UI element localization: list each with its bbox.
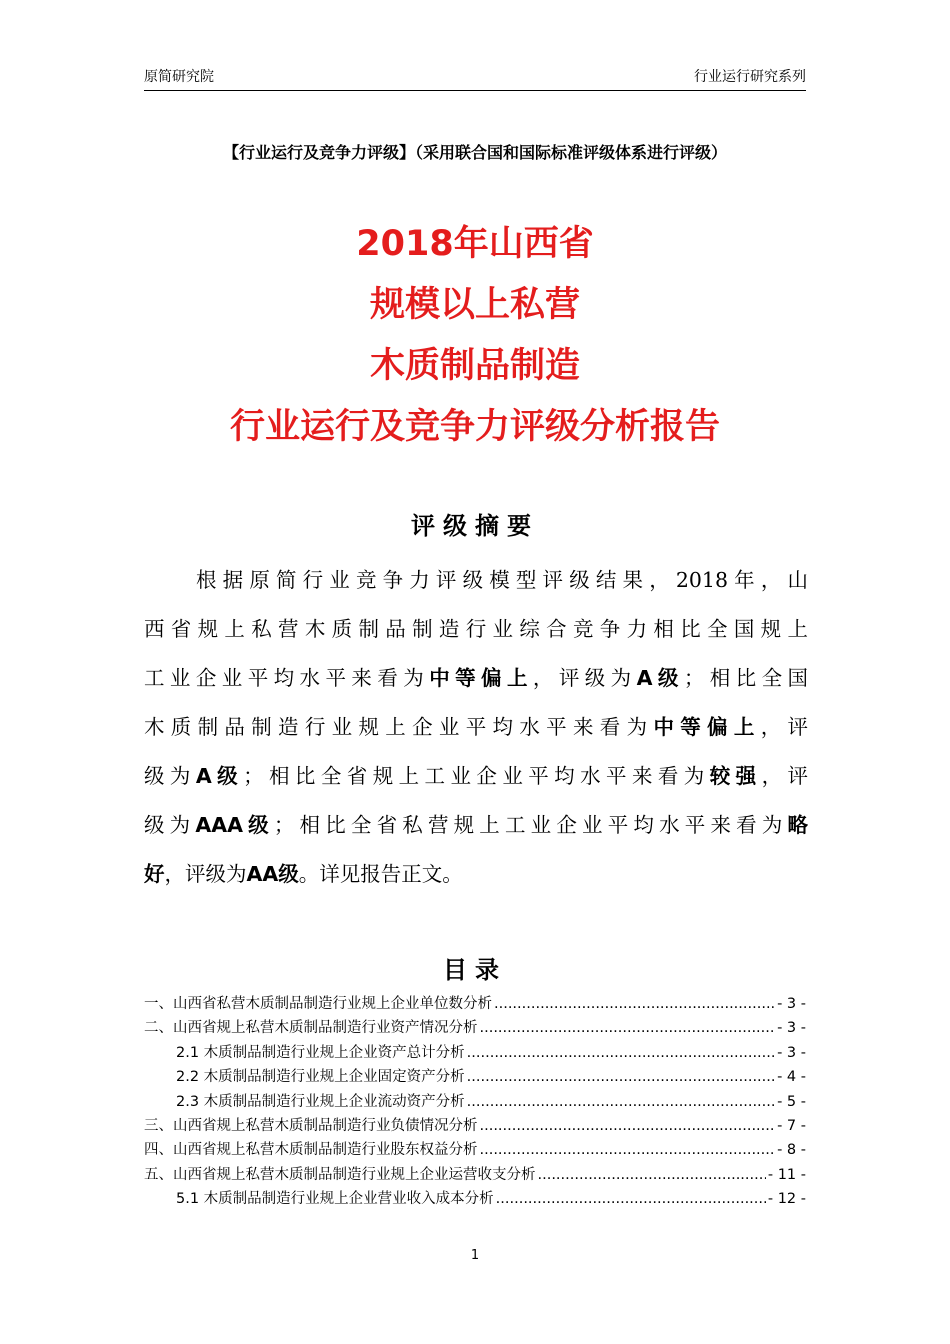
- summary-text: ；相比全省私营规上工业企业平均水平来看为: [273, 813, 788, 837]
- toc-entry[interactable]: [144, 1114, 806, 1138]
- summary-text: ，评: [760, 715, 808, 739]
- summary-body: [144, 556, 808, 899]
- toc-entry-page: - 7 -: [777, 1117, 806, 1134]
- toc-entry-page: - 4 -: [777, 1069, 806, 1086]
- toc-entry[interactable]: [144, 1187, 806, 1211]
- toc-entry[interactable]: [144, 992, 806, 1016]
- toc-entry-title: 四、山西省规上私营木质制品制造行业股东权益分析: [144, 1142, 478, 1159]
- header-divider: [144, 90, 806, 91]
- summary-text: 工业企业平均水平来看为: [144, 666, 430, 690]
- rating-emphasis: A级: [195, 764, 244, 788]
- summary-heading: 评级摘要: [411, 512, 539, 540]
- rating-emphasis: A级: [636, 666, 684, 690]
- summary-text: 。详见报告正文。: [298, 862, 463, 886]
- summary-text: ，评级为: [164, 862, 247, 886]
- rating-emphasis: AA级: [246, 862, 299, 886]
- toc-entry-page: - 12 -: [767, 1191, 806, 1208]
- header-org-name: 原简研究院: [144, 69, 214, 85]
- summary-text: ；相比全省规上工业企业平均水平来看为: [243, 764, 710, 788]
- report-title: [100, 214, 850, 458]
- toc-entry-title: 5.1 木质制品制造行业规上企业营业收入成本分析: [176, 1191, 494, 1208]
- toc-leader-dots: [496, 1187, 766, 1211]
- toc-entry-page: - 3 -: [777, 1044, 806, 1061]
- summary-line: [144, 654, 808, 703]
- toc-leader-dots: [480, 1138, 776, 1162]
- toc-leader-dots: [538, 1163, 766, 1187]
- summary-text: ；相比全国: [683, 666, 809, 690]
- toc-entry-title: 2.2 木质制品制造行业规上企业固定资产分析: [176, 1069, 465, 1086]
- toc-entry-title: 2.1 木质制品制造行业规上企业资产总计分析: [176, 1044, 465, 1061]
- toc-entry[interactable]: [144, 1163, 806, 1187]
- summary-text: 西省规上私营木质制品制造行业综合竞争力相比全国规上: [144, 617, 808, 641]
- toc-entry-title: 三、山西省规上私营木质制品制造行业负债情况分析: [144, 1117, 478, 1134]
- toc-entry-page: - 3 -: [777, 996, 806, 1012]
- toc-entry-title: 一、山西省私营木质制品制造行业规上企业单位数分析: [144, 996, 492, 1012]
- toc-leader-dots: [467, 1065, 775, 1089]
- summary-line: [144, 752, 808, 801]
- summary-line: [144, 556, 808, 605]
- rating-emphasis: 中等偏上: [429, 666, 533, 690]
- rating-emphasis: 好: [144, 862, 165, 886]
- toc-entry-page: - 5 -: [777, 1093, 806, 1110]
- summary-line: [144, 605, 808, 654]
- summary-text: 级为: [144, 764, 196, 788]
- summary-line: [144, 850, 808, 899]
- summary-line: [144, 801, 808, 850]
- summary-text: 根据原简行业竞争力评级模型评级结果，2018年，山: [196, 568, 808, 592]
- rating-emphasis: 中等偏上: [653, 715, 761, 739]
- header-series-name: 行业运行研究系列: [694, 69, 806, 85]
- toc-leader-dots: [480, 1114, 776, 1138]
- summary-text: 级为: [144, 813, 196, 837]
- toc-leader-dots: [480, 1016, 776, 1040]
- toc-leader-dots: [467, 1041, 775, 1065]
- title-line: 2018年山西省: [356, 224, 594, 264]
- toc-entry-title: 五、山西省规上私营木质制品制造行业规上企业运营收支分析: [144, 1166, 536, 1183]
- rating-emphasis: 略: [787, 813, 809, 837]
- toc-entry-title: 二、山西省规上私营木质制品制造行业资产情况分析: [144, 1020, 478, 1037]
- page-number: 1: [470, 1248, 480, 1263]
- toc-entry[interactable]: [144, 1041, 806, 1065]
- toc-entry-page: - 3 -: [777, 1020, 806, 1037]
- title-line: 行业运行及竞争力评级分析报告: [229, 407, 720, 447]
- summary-text: 木质制品制造行业规上企业平均水平来看为: [144, 715, 654, 739]
- toc-heading: 目录: [443, 956, 507, 984]
- toc-entry[interactable]: [144, 1138, 806, 1162]
- toc-entry[interactable]: [144, 1016, 806, 1040]
- page-header: [144, 66, 806, 88]
- rating-emphasis: AAA级: [195, 813, 274, 837]
- summary-text: ，评级为: [532, 666, 637, 690]
- summary-text: ，评: [761, 764, 809, 788]
- toc-entry-title: 2.3 木质制品制造行业规上企业流动资产分析: [176, 1093, 465, 1110]
- title-line: 规模以上私营: [369, 285, 580, 325]
- toc-entry[interactable]: [144, 1090, 806, 1114]
- title-line: 木质制品制造: [369, 346, 580, 386]
- toc-leader-dots: [494, 992, 775, 1016]
- summary-line: [144, 703, 808, 752]
- toc-leader-dots: [467, 1090, 775, 1114]
- toc-entry-page: - 11 -: [767, 1166, 806, 1183]
- report-tagline: 【行业运行及竞争力评级】（采用联合国和国际标准评级体系进行评级）: [222, 143, 727, 162]
- toc-entry[interactable]: [144, 1065, 806, 1089]
- rating-emphasis: 较强: [709, 764, 762, 788]
- table-of-contents: [144, 992, 806, 1212]
- toc-entry-page: - 8 -: [777, 1142, 806, 1159]
